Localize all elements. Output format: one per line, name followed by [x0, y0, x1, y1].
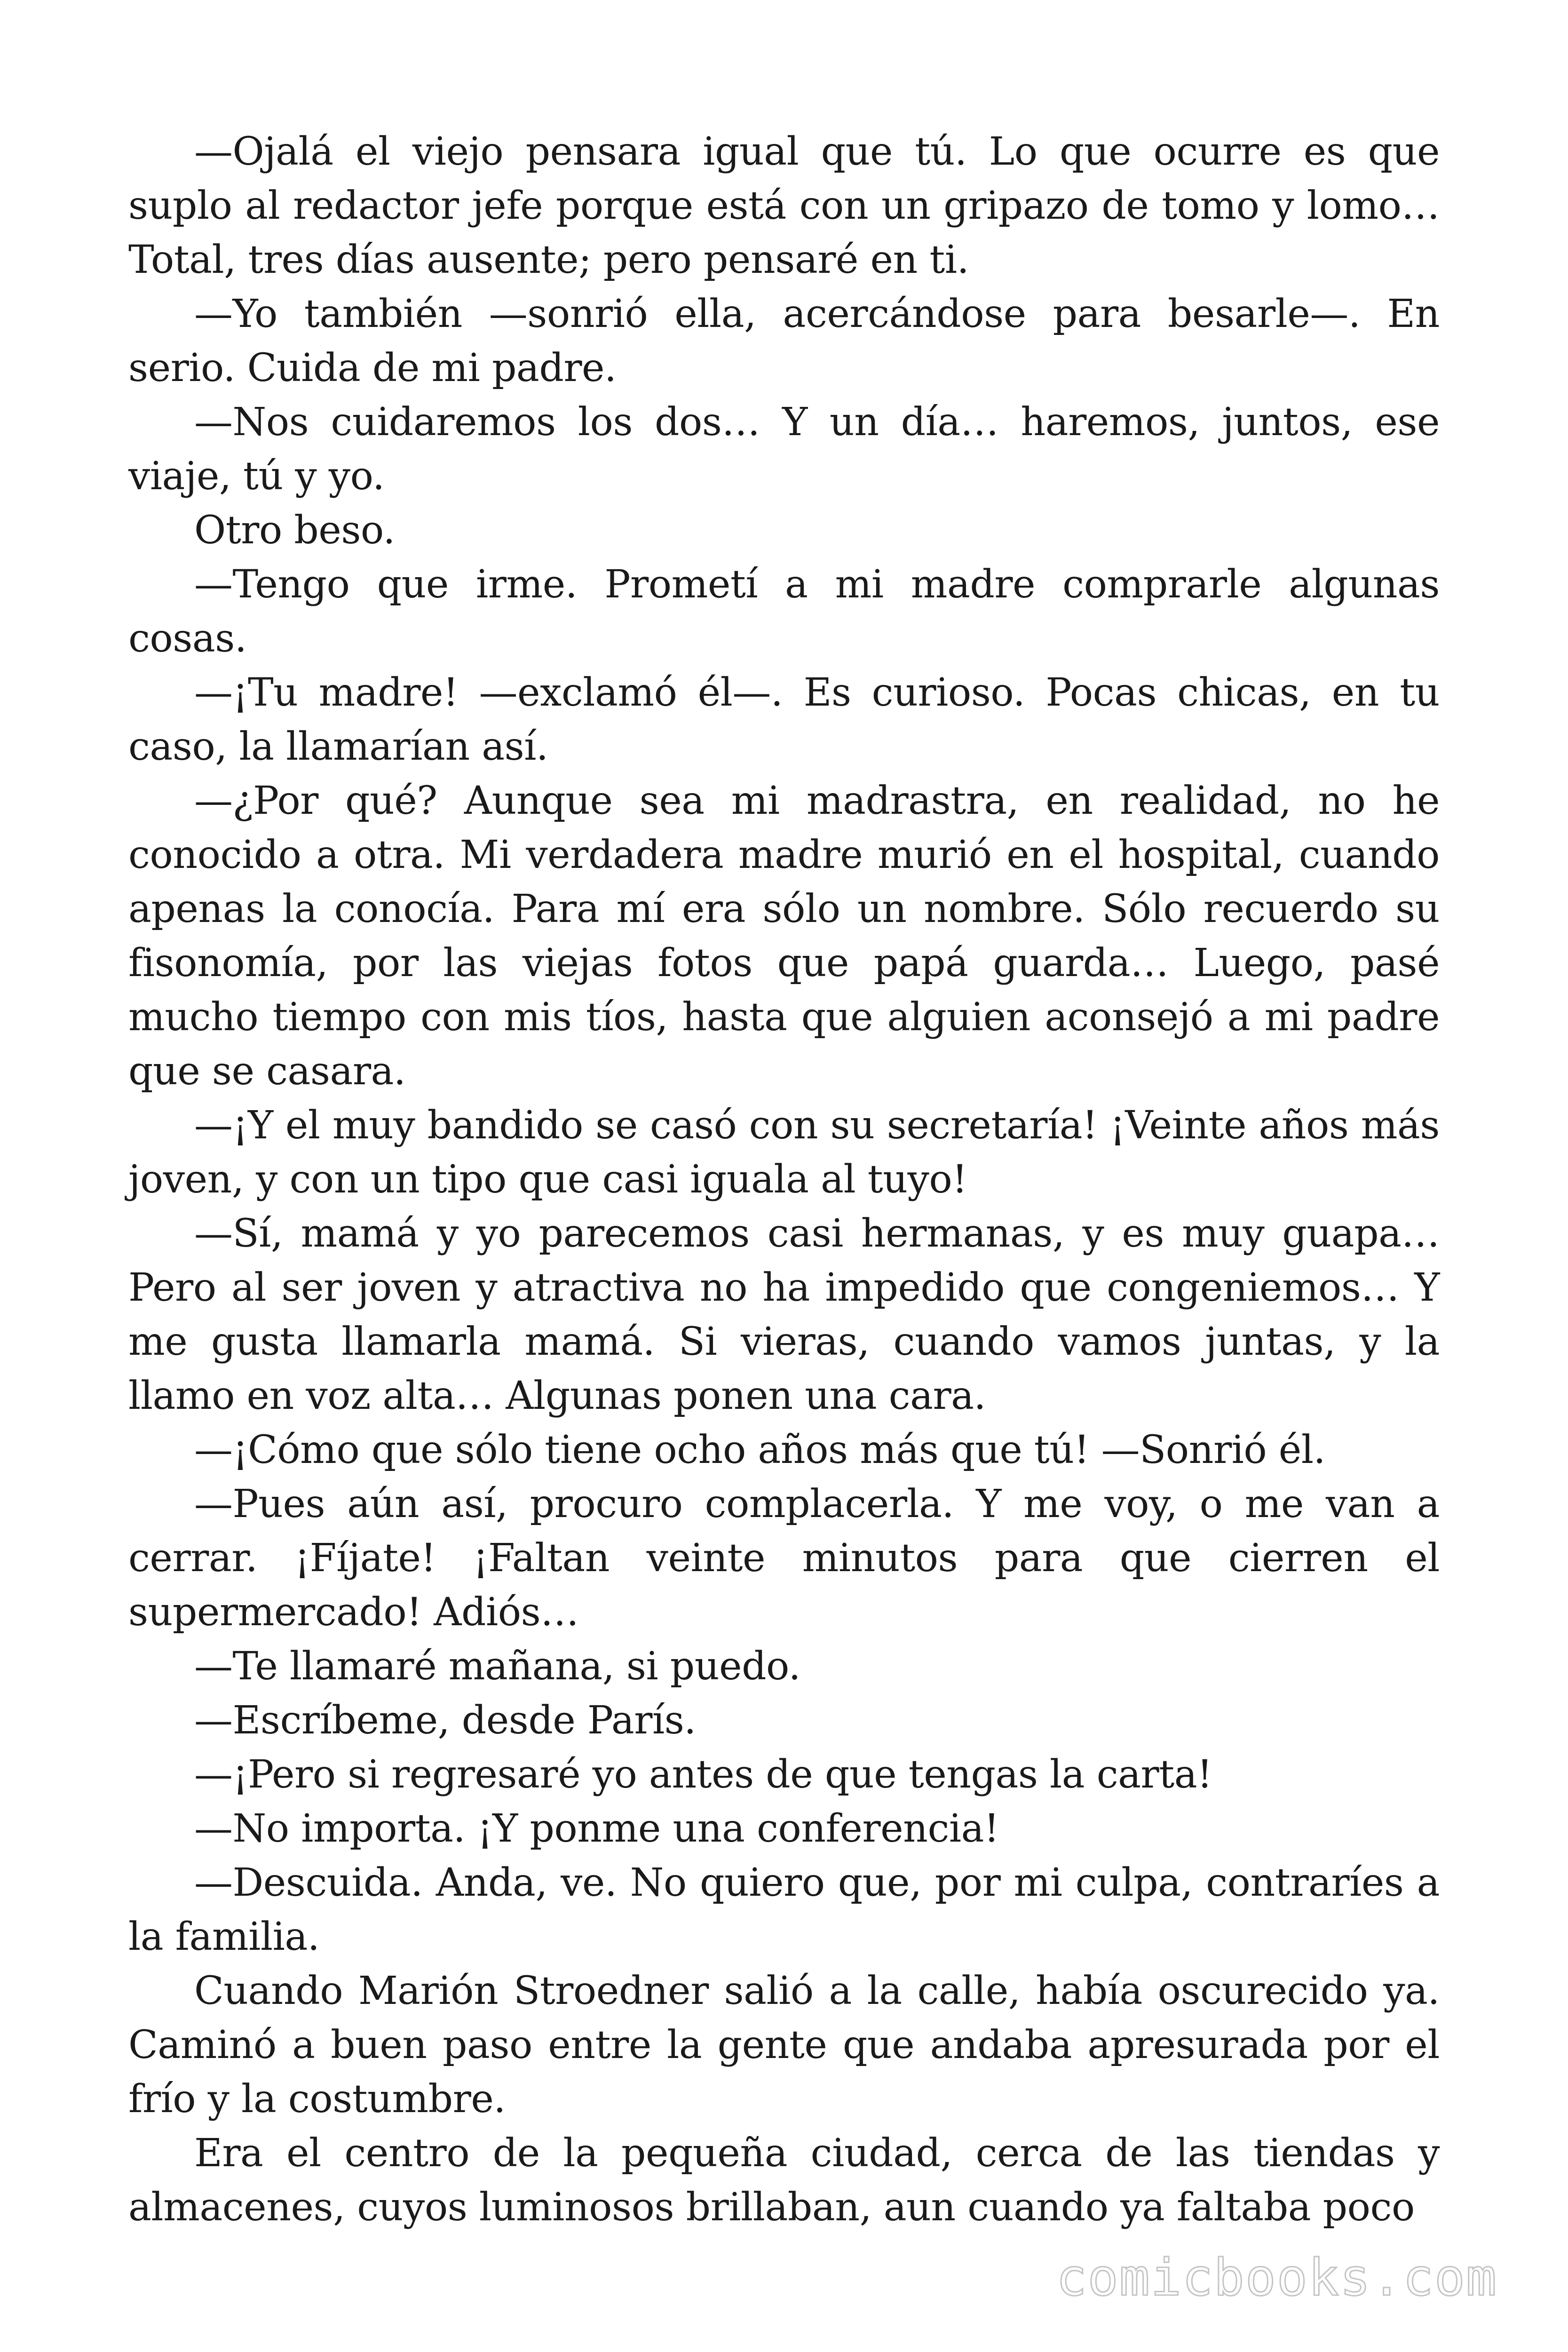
paragraph: —¡Pero si regresaré yo antes de que tengas la carta!	[194, 1752, 1212, 1797]
paragraph: —Yo también —sonrió ella, acercándose para besarle—. En serio. Cuida de mi padre.	[128, 292, 1440, 390]
paragraph: —Ojalá el viejo pensara igual que tú. Lo que ocurre es que suplo al redactor jefe porque está con un gripazo de tomo y lomo… Total, tres días ausente; pero pensaré en ti.	[128, 129, 1440, 282]
paragraph: —¡Y el muy bandido se casó con su secretaría! ¡Veinte años más joven, y con un tipo que casi iguala al tuyo!	[128, 1103, 1440, 1202]
paragraph: —Nos cuidaremos los dos… Y un día… haremos, juntos, ese viaje, tú y yo.	[128, 400, 1440, 499]
paragraph: Otro beso.	[194, 508, 395, 553]
paragraph: —¡Tu madre! —exclamó él—. Es curioso. Pocas chicas, en tu caso, la llamarían así.	[128, 670, 1440, 769]
book-page-text	[128, 125, 1440, 2234]
paragraph: —Pues aún así, procuro complacerla. Y me voy, o me van a cerrar. ¡Fíjate! ¡Faltan veinte minutos para que cierren el supermercado! Adiós…	[128, 1482, 1440, 1635]
paragraph: —Escríbeme, desde París.	[194, 1698, 696, 1743]
paragraph: Cuando Marión Stroedner salió a la calle, había oscurecido ya. Caminó a buen paso entre la gente que andaba apresurada por el frío y la costumbre.	[128, 1969, 1440, 2122]
paragraph: —Sí, mamá y yo parecemos casi hermanas, y es muy guapa… Pero al ser joven y atractiva no ha impedido que congeniemos… Y me gusta llamarla mamá. Si vieras, cuando vamos juntas, y la llamo en voz alta… Algunas ponen una cara.	[128, 1211, 1440, 1418]
paragraph: Era el centro de la pequeña ciudad, cerca de las tiendas y almacenes, cuyos luminosos brillaban, aun cuando ya faltaba poco	[128, 2131, 1440, 2230]
paragraph: —Tengo que irme. Prometí a mi madre comprarle algunas cosas.	[128, 562, 1440, 661]
paragraph: —¡Cómo que sólo tiene ocho años más que tú! —Sonrió él.	[194, 1428, 1326, 1472]
watermark: comicbooks.com	[1056, 2249, 1497, 2307]
paragraph: —Te llamaré mañana, si puedo.	[194, 1644, 801, 1689]
paragraph: —No importa. ¡Y ponme una conferencia!	[194, 1806, 999, 1851]
paragraph: —¿Por qué? Aunque sea mi madrastra, en realidad, no he conocido a otra. Mi verdadera madre murió en el hospital, cuando apenas la conocía. Para mí era sólo un nombre. Sólo recuerdo su fisonomía, por las viejas fotos que papá guarda… Luego, pasé mucho tiempo con mis tíos, hasta que alguien aconsejó a mi padre que se casara.	[128, 779, 1440, 1094]
paragraph: —Descuida. Anda, ve. No quiero que, por mi culpa, contraríes a la familia.	[128, 1860, 1440, 1959]
